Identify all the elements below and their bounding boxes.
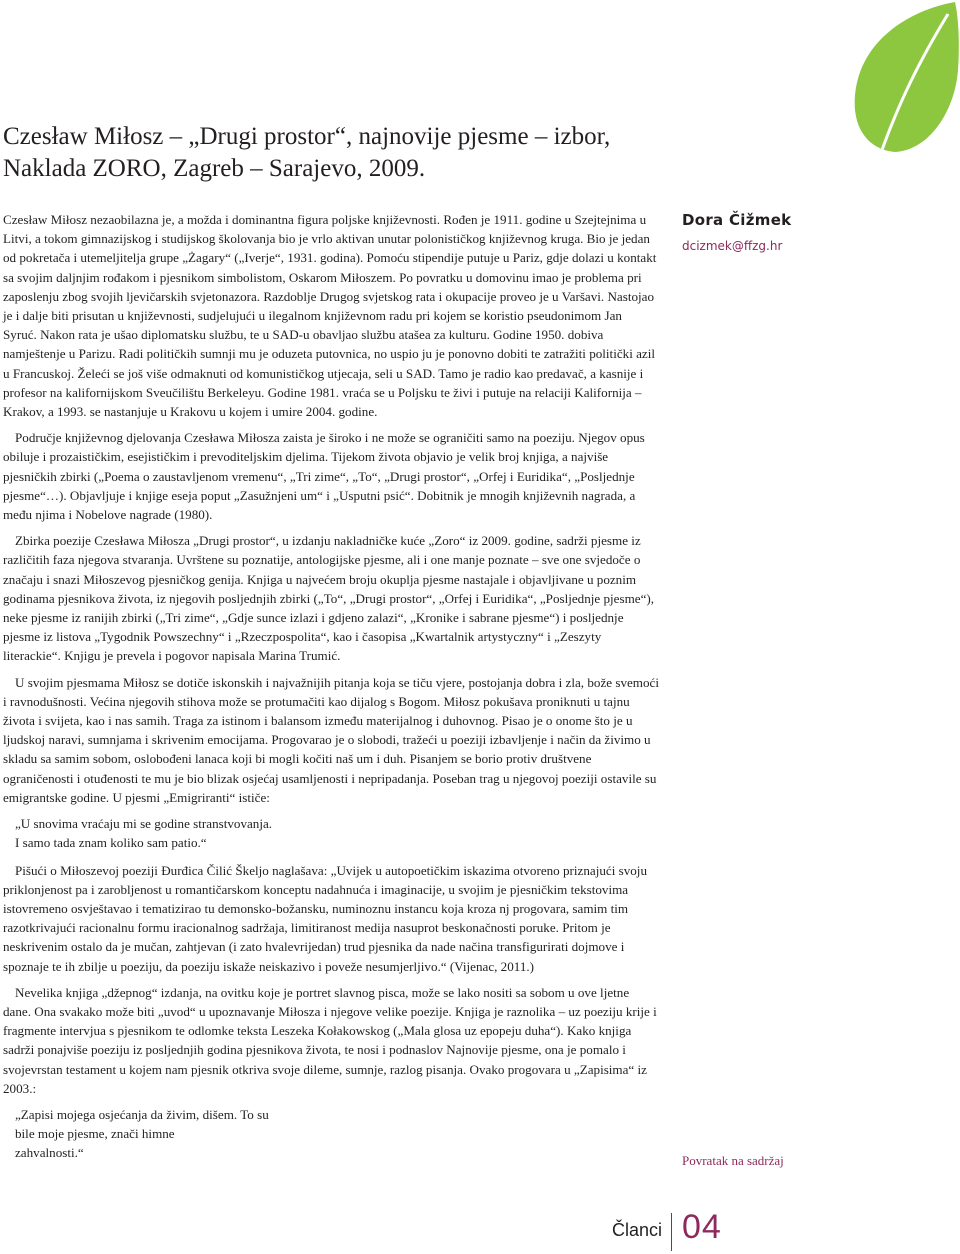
article-body	[3, 210, 659, 1171]
author-email-link[interactable]: dcizmek@ffzg.hr	[682, 239, 783, 253]
paragraph-1: Czesław Miłosz nezaobilazna je, a možda i dominantna figura poljske književnosti. Rođen je 1911. godine u Szejtejnima u Litvi, a tokom gimnazijskog i studijskog školovanja bio je vrlo aktivan unutar polonističkog književnog kruga. Bio je jedan od pokretača i utemeljitelja grupe „Żagary“ („Iverje“, 1931. godina). Pomoću stipendije putuje u Pariz, gdje dolazi u kontakt sa svojim daljnjim rođakom i pjesnikom simbolistom, Oskarom Miłoszem. Po povratku u domovinu imao je problema pri zaposlenju zbog svojih ljevičarskih svjetonazora. Razdoblje Drugog svjetskog rata i okupacije proveo je u Varšavi. Nastojao je i dalje biti prisutan u književnosti, sudjelujući u ilegalnom književnom radu pri kojem se koristio pseudonimom Jan Syruć. Nakon rata je ušao diplomatsku službu, te u SAD-u obavljao službu atašea za kulturu. Godine 1950. dobiva namještenje u Parizu. Radi političkih sumnji mu je oduzeta putovnica, no uspio ju je ponovno dobiti te zatražiti politički azil u Francuskoj. Želeći se još više odmaknuti od komunističkog utjecaja, seli u SAD. Tamo je radio kao predavač, a kasnije i profesor na kalifornijskom Sveučilištu Berkeleyu. Godine 1981. vraća se u Poljsku te živi i putuje na relaciji Kalifornija – Krakov, a 1993. se nastanjuje u Krakovu u kojem i umire 2004. godine.	[3, 212, 657, 420]
verse-line: „Zapisi mojega osjećanja da živim, dišem. To su	[15, 1106, 269, 1122]
author-box	[682, 211, 882, 253]
paragraph-5: Pišući o Miłoszevoj poeziji Đurđica Čilić Škeljo naglašava: „Uvijek u autopoetičkim iskazima otvoreno priznajući svoju priklonjenost pa i zarobljenost u romantičarskom konceptu nadahnuća i imaginacije, u svojim je pjesničkim tekstovima istovremeno osvještavao i tematizirao tu demonsko-božansku, numinoznu instancu koja kroza nj progovara, samim tim razotkrivajući racionalnu formu iracionalnog sadržaja, limitiranost medija nasuprot beskonačnosti poruke. Pritom je neskrivenim ostalo da je mučan, zahtjevan (i zato hvalevrijedan) trud pjesnika da nade načina transfigurirati dojmove i spoznaje te ih zbilje u poeziju, da poeziju iskaže neiskazivo i poveže nesumjerljivo.“ (Vijenac, 2011.)	[3, 862, 647, 974]
footer-divider	[671, 1213, 672, 1251]
paragraph-3: Zbirka poezije Czesława Miłosza „Drugi prostor“, u izdanju nakladničke kuće „Zoro“ iz 2009. godine, sadrži pjesme iz različitih faza njegova stvaranja. Uvrštene su poznatije, antologijske pjesme, ali i one manje poznate – sve one svjedoče o značaju i snazi Miłoszevog pjesničkog genija. Knjiga u najvećem broju okuplja pjesme nastajale i objavljivane u poznim godinama pjesnikova života, iz njegovih posljednjih zbirki („To“, „Drugi prostor“, „Orfej i Euridika“, „Posljednje pjesme“), neke pjesme iz ranijih zbirki („Tri zime“, „Gdje sunce izlazi i gdjeno zalazi“, „Kronike i sabrane pjesme“) i posljednje pjesme iz listova „Tygodnik Powszechny“ i „Rzeczpospolita“, kao i časopisa „Kwartalnik artystyczny“ i „Zeszyty literackie“. Knjigu je prevela i pogovor napisala Marina Trumić.	[3, 533, 655, 664]
verse-line: „U snovima vraćaju mi se godine stranstvovanja.	[15, 816, 273, 832]
title-line-2: Naklada ZORO, Zagreb – Sarajevo, 2009.	[3, 155, 426, 182]
back-to-contents-link[interactable]: Povratak na sadržaj	[682, 1153, 784, 1168]
article-title	[3, 121, 703, 185]
verse-line: bile moje pjesme, znači himne	[15, 1126, 175, 1142]
verse-quote-1	[3, 814, 659, 852]
verse-quote-2	[3, 1105, 659, 1163]
paragraph-4: U svojim pjesmama Miłosz se dotiče iskonskih i najvažnijih pitanja koja se tiču vjere, postojanja dobra i zla, bože svemoći i ravnodušnosti. Većina njegovih stihova može se protumačiti kao dijalog s Bogom. Miłosz pokušava proniknuti u tajnu života i svijeta, kao i nas samih. Traga za istinom i balansom između materijalnog i duhovnog. Pisao je o onome što je u ljudskoj naravi, sumnjama i skrivenim emocijama. Progovarao je o slobodi, tražeći u poeziji izbavljenje i način da živimo u skladu sa samim sobom, oslobođeni lanaca koji bi mogli kočiti naš um i duh. Pisanjem se borio protiv društvene ograničenosti i otuđenosti te mu je bio blizak osjećaj usamljenosti i nepripadanja. Poseban trag u njegovoj poeziji ostavile su emigrantske godine. U pjesmi „Emigriranti“ ističe:	[3, 674, 659, 805]
paragraph-6: Nevelika knjiga „džepnog“ izdanja, na ovitku koje je portret slavnog pisca, može se lako nositi sa sobom u ove ljetne dane. Ona svakako može biti „uvod“ u upoznavanje Miłosza i njegove velike poezije. Knjiga je raznolika – uz poeziju krije i fragmente intervjua s pjesnikom te odlomke teksta Leszeka Kołakowskog („Mala glosa uz epopeju duha“). Kako knjiga sadrži ponajviše poeziju iz posljednjih godina pjesnikova života, te nosi i podnaslov Najnovije pjesme, ona je pomalo i svojevrstan testament u kojem nam pjesnik otkriva svoje dileme, sumnje, razlog pisanja. Ovako progovara u „Zapisima“ iz 2003.:	[3, 984, 657, 1096]
verse-line: zahvalnosti.“	[15, 1145, 84, 1161]
title-line-1: Czesław Miłosz – „Drugi prostor“, najnovije pjesme – izbor,	[3, 123, 611, 150]
author-name: Dora Čižmek	[682, 211, 792, 229]
page-number: 04	[682, 1208, 722, 1246]
verse-line: I samo tada znam koliko sam patio.“	[15, 835, 207, 851]
section-label: Članci	[612, 1220, 663, 1240]
leaf-logo-icon	[760, 0, 960, 170]
paragraph-2: Područje književnog djelovanja Czesława Miłosza zaista je široko i ne može se ograničiti samo na poeziju. Njegov opus obiluje i prozaističkim, esejističkim i prevoditeljskim djelima. Tijekom života objavio je velik broj knjiga, a najviše pjesničkih zbirki („Poema o zaustavljenom vremenu“, „Tri zime“, „To“, „Drugi prostor“, „Orfej i Euridika“, „Posljednje pjesme“…). Objavljuje i knjige eseja poput „Zasužnjeni um“ i „Usputni psić“. Dobitnik je mnogih književnih nagrada, a među njima i Nobelove nagrade (1980).	[3, 430, 645, 523]
